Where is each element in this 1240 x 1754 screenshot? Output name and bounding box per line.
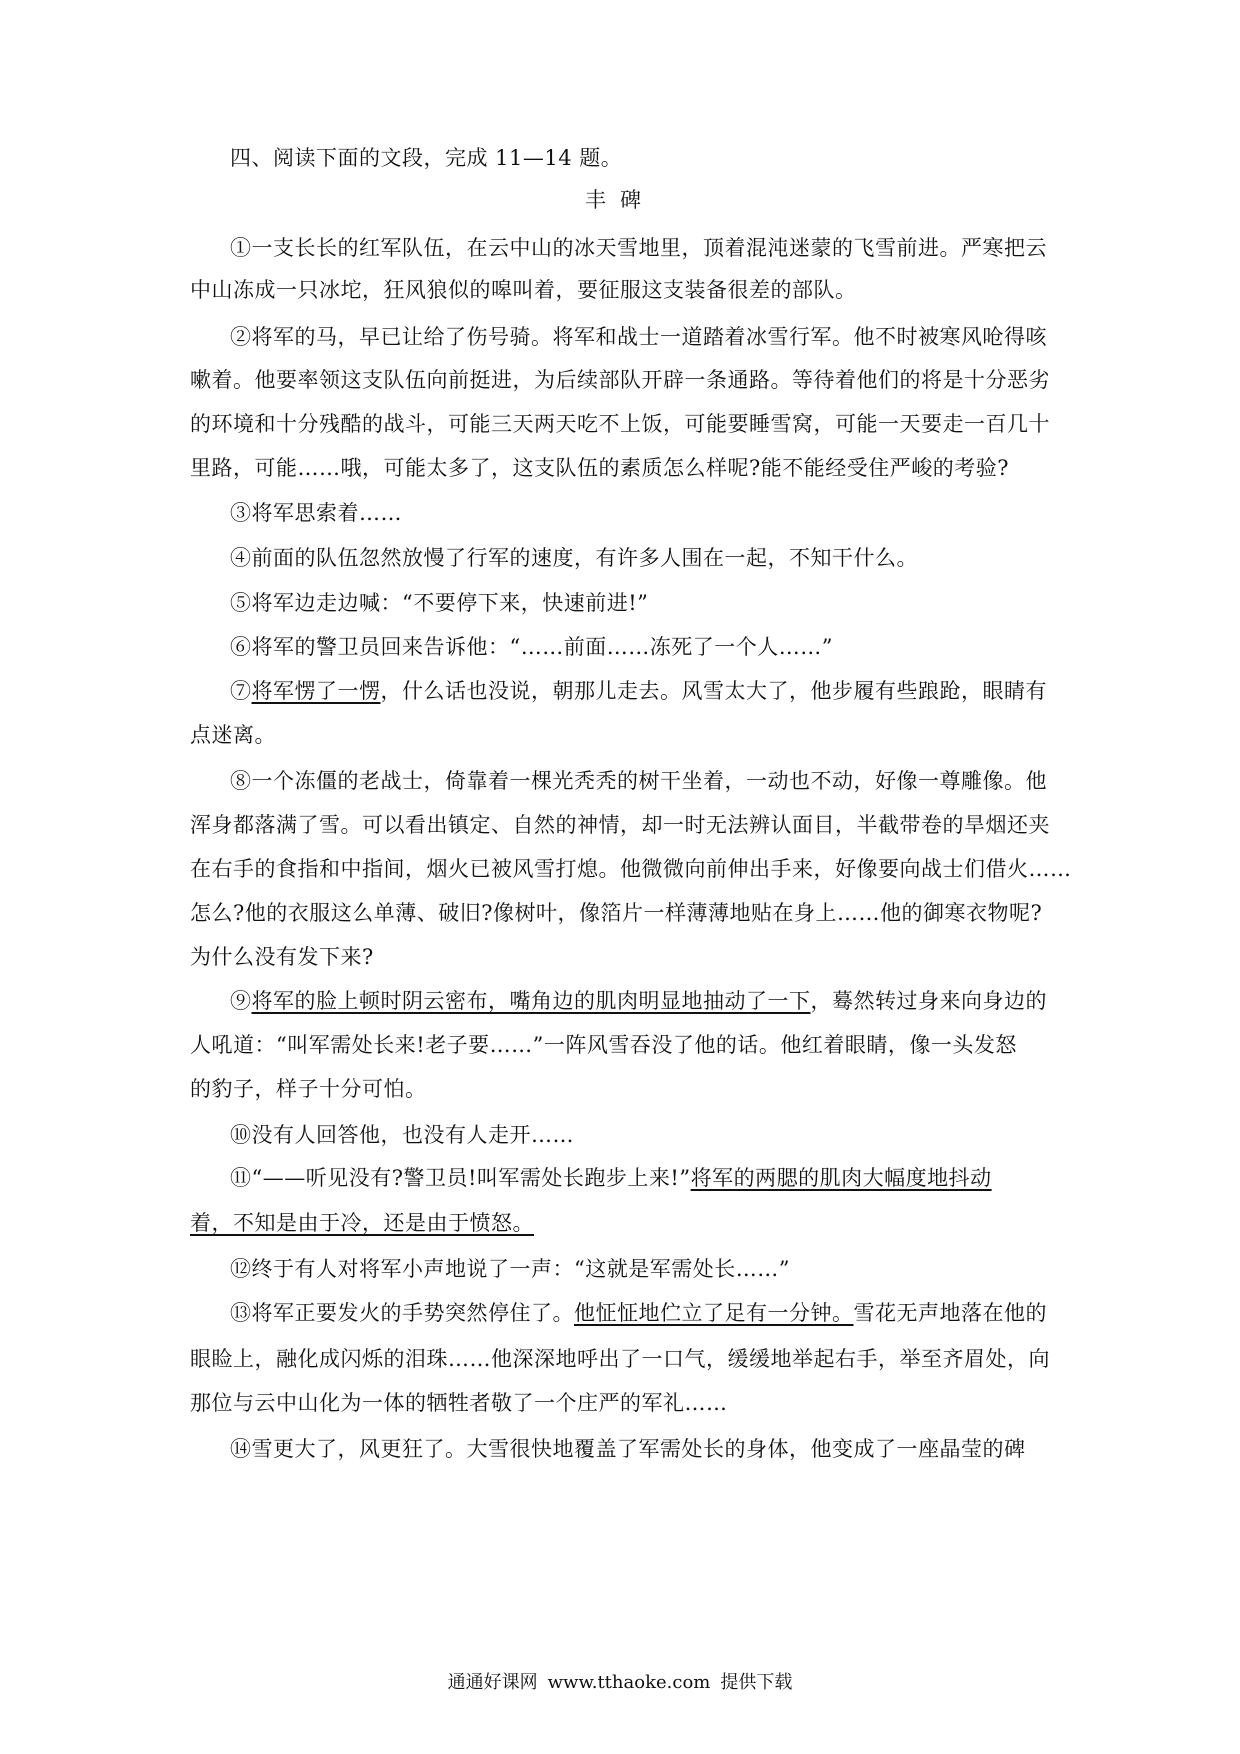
paragraph-8-line-5: 为什么没有发下来? bbox=[190, 945, 374, 969]
paragraph-9-line-1 bbox=[230, 986, 1047, 1016]
paragraph-8-line-4: 怎么?他的衣服这么单薄、破旧?像树叶，像箔片一样薄薄地贴在身上……他的御寒衣物呢? bbox=[190, 901, 1043, 925]
paragraph-11-line-1 bbox=[230, 1163, 992, 1193]
paragraph-14-line-1: ⑭雪更大了，风更狂了。大雪很快地覆盖了军需处长的身体，他变成了一座晶莹的碑 bbox=[230, 1437, 1026, 1461]
article-title: 丰碑 bbox=[585, 188, 655, 212]
paragraph-2-line-2: 嗽着。他要率领这支队伍向前挺进，为后续部队开辟一条通路。等待着他们的将是十分恶劣 bbox=[190, 368, 1050, 392]
paragraph-9-line-2: 人吼道：“叫军需处长来!老子要……”一阵风雪吞没了他的话。他红着眼睛，像一头发怒 bbox=[190, 1033, 1017, 1057]
paragraph-1-line-1: ①一支长长的红军队伍，在云中山的冰天雪地里，顶着混沌迷蒙的飞雪前进。严寒把云 bbox=[230, 236, 1047, 260]
paragraph-11-underlined-sentence-part-2: 着，不知是由于冷，还是由于愤怒。 bbox=[190, 1211, 534, 1235]
section-heading: 四、阅读下面的文段，完成 11—14 题。 bbox=[230, 146, 623, 170]
footer-note: 提供下载 bbox=[720, 1672, 793, 1693]
paragraph-7-underlined-sentence: 将军愣了一愣 bbox=[251, 679, 381, 703]
paragraph-3: ③将军思索着…… bbox=[230, 501, 402, 525]
paragraph-7-line-2: 点迷离。 bbox=[190, 723, 276, 747]
paragraph-9-line-3: 的豹子，样子十分可怕。 bbox=[190, 1077, 427, 1101]
paragraph-6: ⑥将军的警卫员回来告诉他：“……前面……冻死了一个人……” bbox=[230, 635, 833, 659]
paragraph-13-line-1 bbox=[230, 1298, 1047, 1328]
paragraph-2-line-1: ②将军的马，早已让给了伤号骑。将军和战士一道踏着冰雪行军。他不时被寒风呛得咳 bbox=[230, 325, 1047, 349]
paragraph-9-line-1-rest: ，蓦然转过身来向身边的 bbox=[810, 989, 1047, 1013]
paragraph-13-line-3: 那位与云中山化为一体的牺牲者敬了一个庄严的军礼…… bbox=[190, 1391, 728, 1415]
paragraph-11-line-2 bbox=[190, 1208, 534, 1238]
paragraph-10: ⑩没有人回答他，也没有人走开…… bbox=[230, 1123, 574, 1147]
paragraph-8-line-2: 浑身都落满了雪。可以看出镇定、自然的神情，却一时无法辨认面目，半截带卷的旱烟还夹 bbox=[190, 813, 1050, 837]
paragraph-2-line-4: 里路，可能……哦，可能太多了，这支队伍的素质怎么样呢?能不能经受住严峻的考验? bbox=[190, 456, 1010, 480]
paragraph-13-line-2: 眼睑上，融化成闪烁的泪珠……他深深地呼出了一口气，缓缓地举起右手，举至齐眉处，向 bbox=[190, 1347, 1050, 1371]
paragraph-11-quote: ⑪“——听见没有?警卫员!叫军需处长跑步上来!” bbox=[230, 1166, 691, 1190]
paragraph-13-line-1-rest: 雪花无声地落在他的 bbox=[853, 1301, 1047, 1325]
paragraph-12: ⑫终于有人对将军小声地说了一声：“这就是军需处长……” bbox=[230, 1257, 790, 1281]
paragraph-9-number: ⑨ bbox=[230, 989, 252, 1013]
paragraph-4: ④前面的队伍忽然放慢了行军的速度，有许多人围在一起，不知干什么。 bbox=[230, 546, 918, 570]
paragraph-7-number: ⑦ bbox=[230, 679, 252, 703]
paragraph-7-line-1 bbox=[230, 676, 1047, 706]
paragraph-1-line-2: 中山冻成一只冰坨，狂风狼似的嗥叫着，要征服这支装备很差的部队。 bbox=[190, 278, 857, 302]
page-footer bbox=[0, 1670, 1240, 1696]
paragraph-8-line-1: ⑧一个冻僵的老战士，倚靠着一棵光秃秃的树干坐着，一动也不动，好像一尊雕像。他 bbox=[230, 769, 1047, 793]
paragraph-9-underlined-sentence: 将军的脸上顿时阴云密布，嘴角边的肌肉明显地抽动了一下 bbox=[251, 989, 811, 1013]
footer-site-name: 通通好课网 bbox=[447, 1672, 538, 1693]
paragraph-2-line-3: 的环境和十分残酷的战斗，可能三天两天吃不上饭，可能要睡雪窝，可能一天要走一百几十 bbox=[190, 412, 1050, 436]
paragraph-11-underlined-sentence-part-1: 将军的两腮的肌肉大幅度地抖动 bbox=[690, 1166, 992, 1190]
paragraph-5: ⑤将军边走边喊：“不要停下来，快速前进!” bbox=[230, 591, 649, 615]
paragraph-13-underlined-sentence: 他怔怔地伫立了足有一分钟。 bbox=[574, 1301, 854, 1325]
paragraph-8-line-3: 在右手的食指和中指间，烟火已被风雪打熄。他微微向前伸出手来，好像要向战士们借火…… bbox=[190, 857, 1072, 881]
paragraph-7-line-1-rest: ，什么话也没说，朝那儿走去。风雪太大了，他步履有些踉跄，眼睛有 bbox=[380, 679, 1047, 703]
footer-url: www.tthaoke.com bbox=[547, 1672, 711, 1693]
paragraph-13-line-1-start: ⑬将军正要发火的手势突然停住了。 bbox=[230, 1301, 574, 1325]
